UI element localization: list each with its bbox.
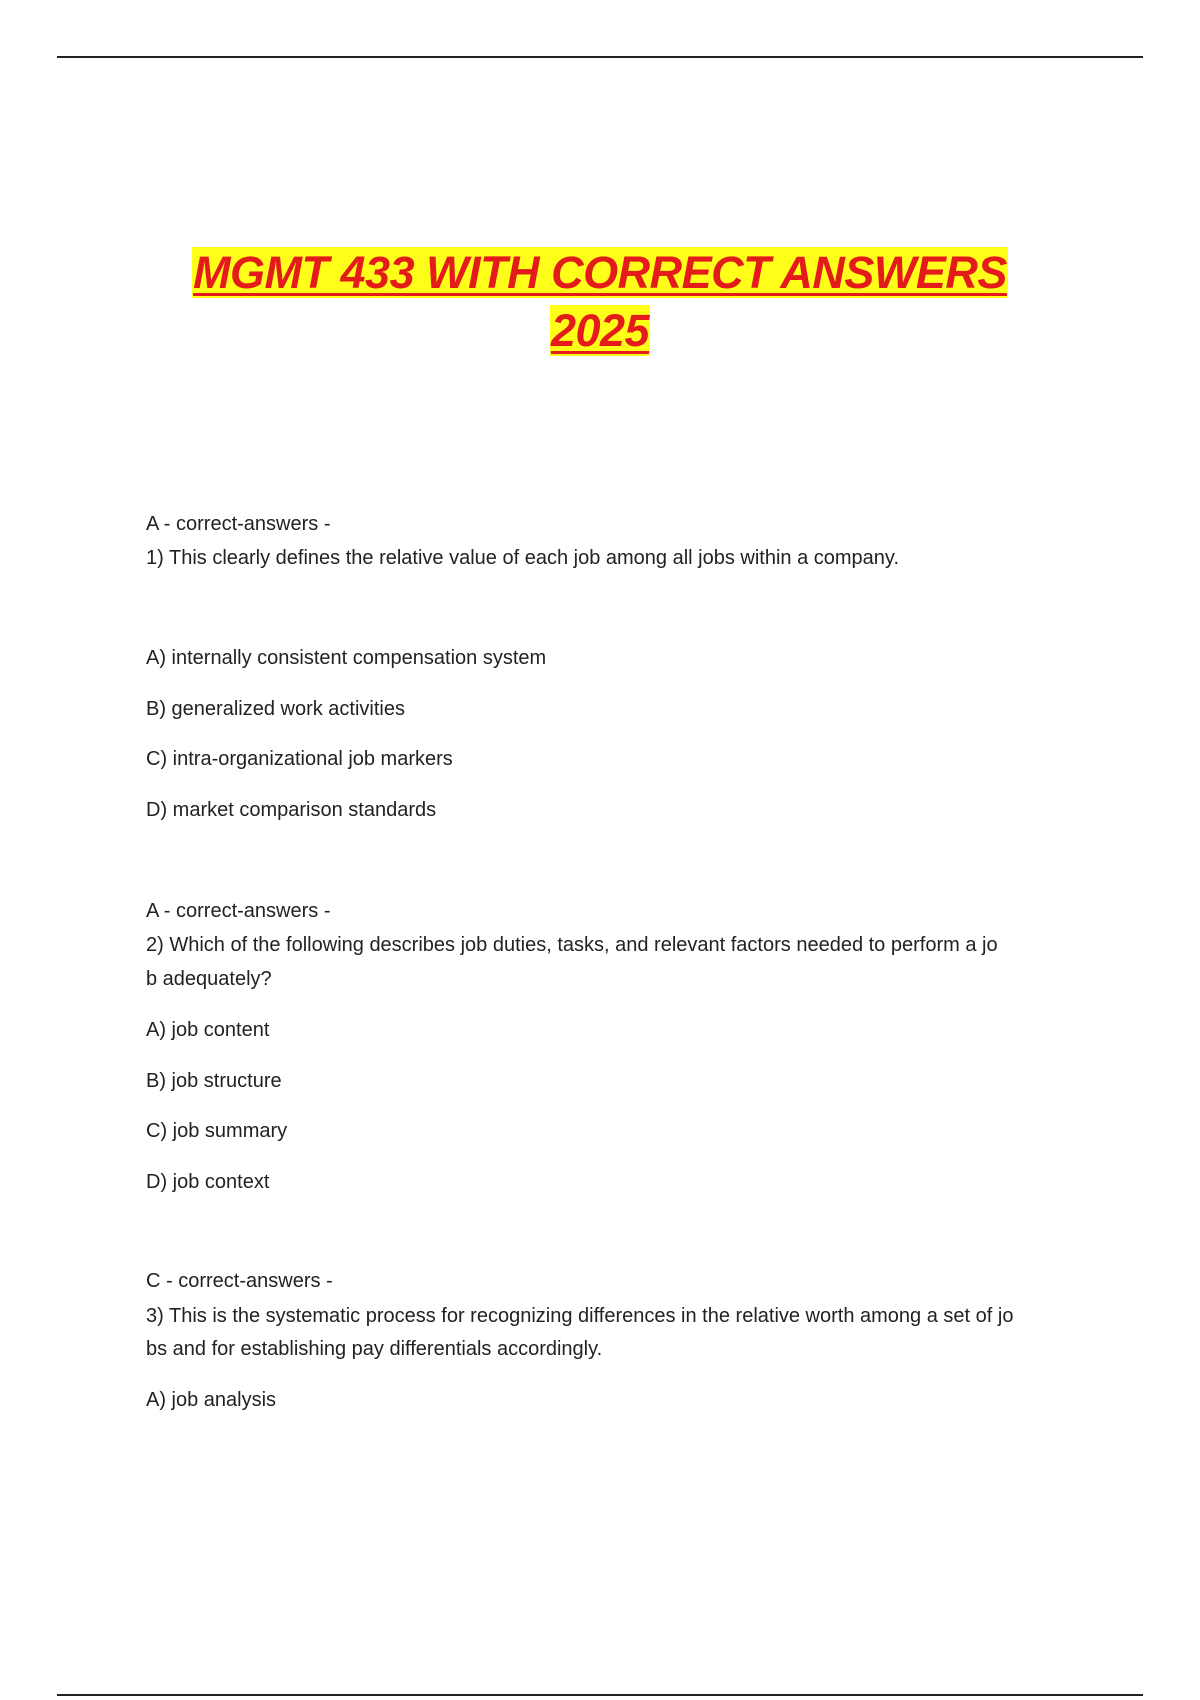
option-c: C) intra-organizational job markers	[146, 748, 453, 770]
question-text: 1) This clearly defines the relative value of each job among all jobs within a company.	[146, 547, 899, 569]
answer-key: C - correct-answers -	[146, 1270, 333, 1292]
question-text: 3) This is the systematic process for recognizing differences in the relative worth among a set of jo	[146, 1305, 1014, 1327]
option-c: C) job summary	[146, 1120, 288, 1142]
header-rule	[57, 56, 1143, 58]
option-a: A) internally consistent compensation system	[146, 647, 547, 669]
title-line-2: 2025	[550, 305, 650, 356]
question-text-continued: b adequately?	[146, 968, 272, 990]
answer-key: A - correct-answers -	[146, 900, 331, 922]
option-a: A) job content	[146, 1019, 270, 1041]
title-line-1: MGMT 433 WITH CORRECT ANSWERS	[193, 247, 1007, 298]
document-title	[0, 244, 1200, 360]
question-text-continued: bs and for establishing pay differentials accordingly.	[146, 1338, 603, 1360]
footer-rule	[57, 1694, 1143, 1696]
option-d: D) market comparison standards	[146, 799, 437, 821]
question-text: 2) Which of the following describes job duties, tasks, and relevant factors needed to perform a jo	[146, 934, 998, 956]
option-a: A) job analysis	[146, 1389, 277, 1411]
answer-key: A - correct-answers -	[146, 513, 331, 535]
option-d: D) job context	[146, 1171, 270, 1193]
option-b: B) job structure	[146, 1070, 282, 1092]
option-b: B) generalized work activities	[146, 698, 405, 720]
